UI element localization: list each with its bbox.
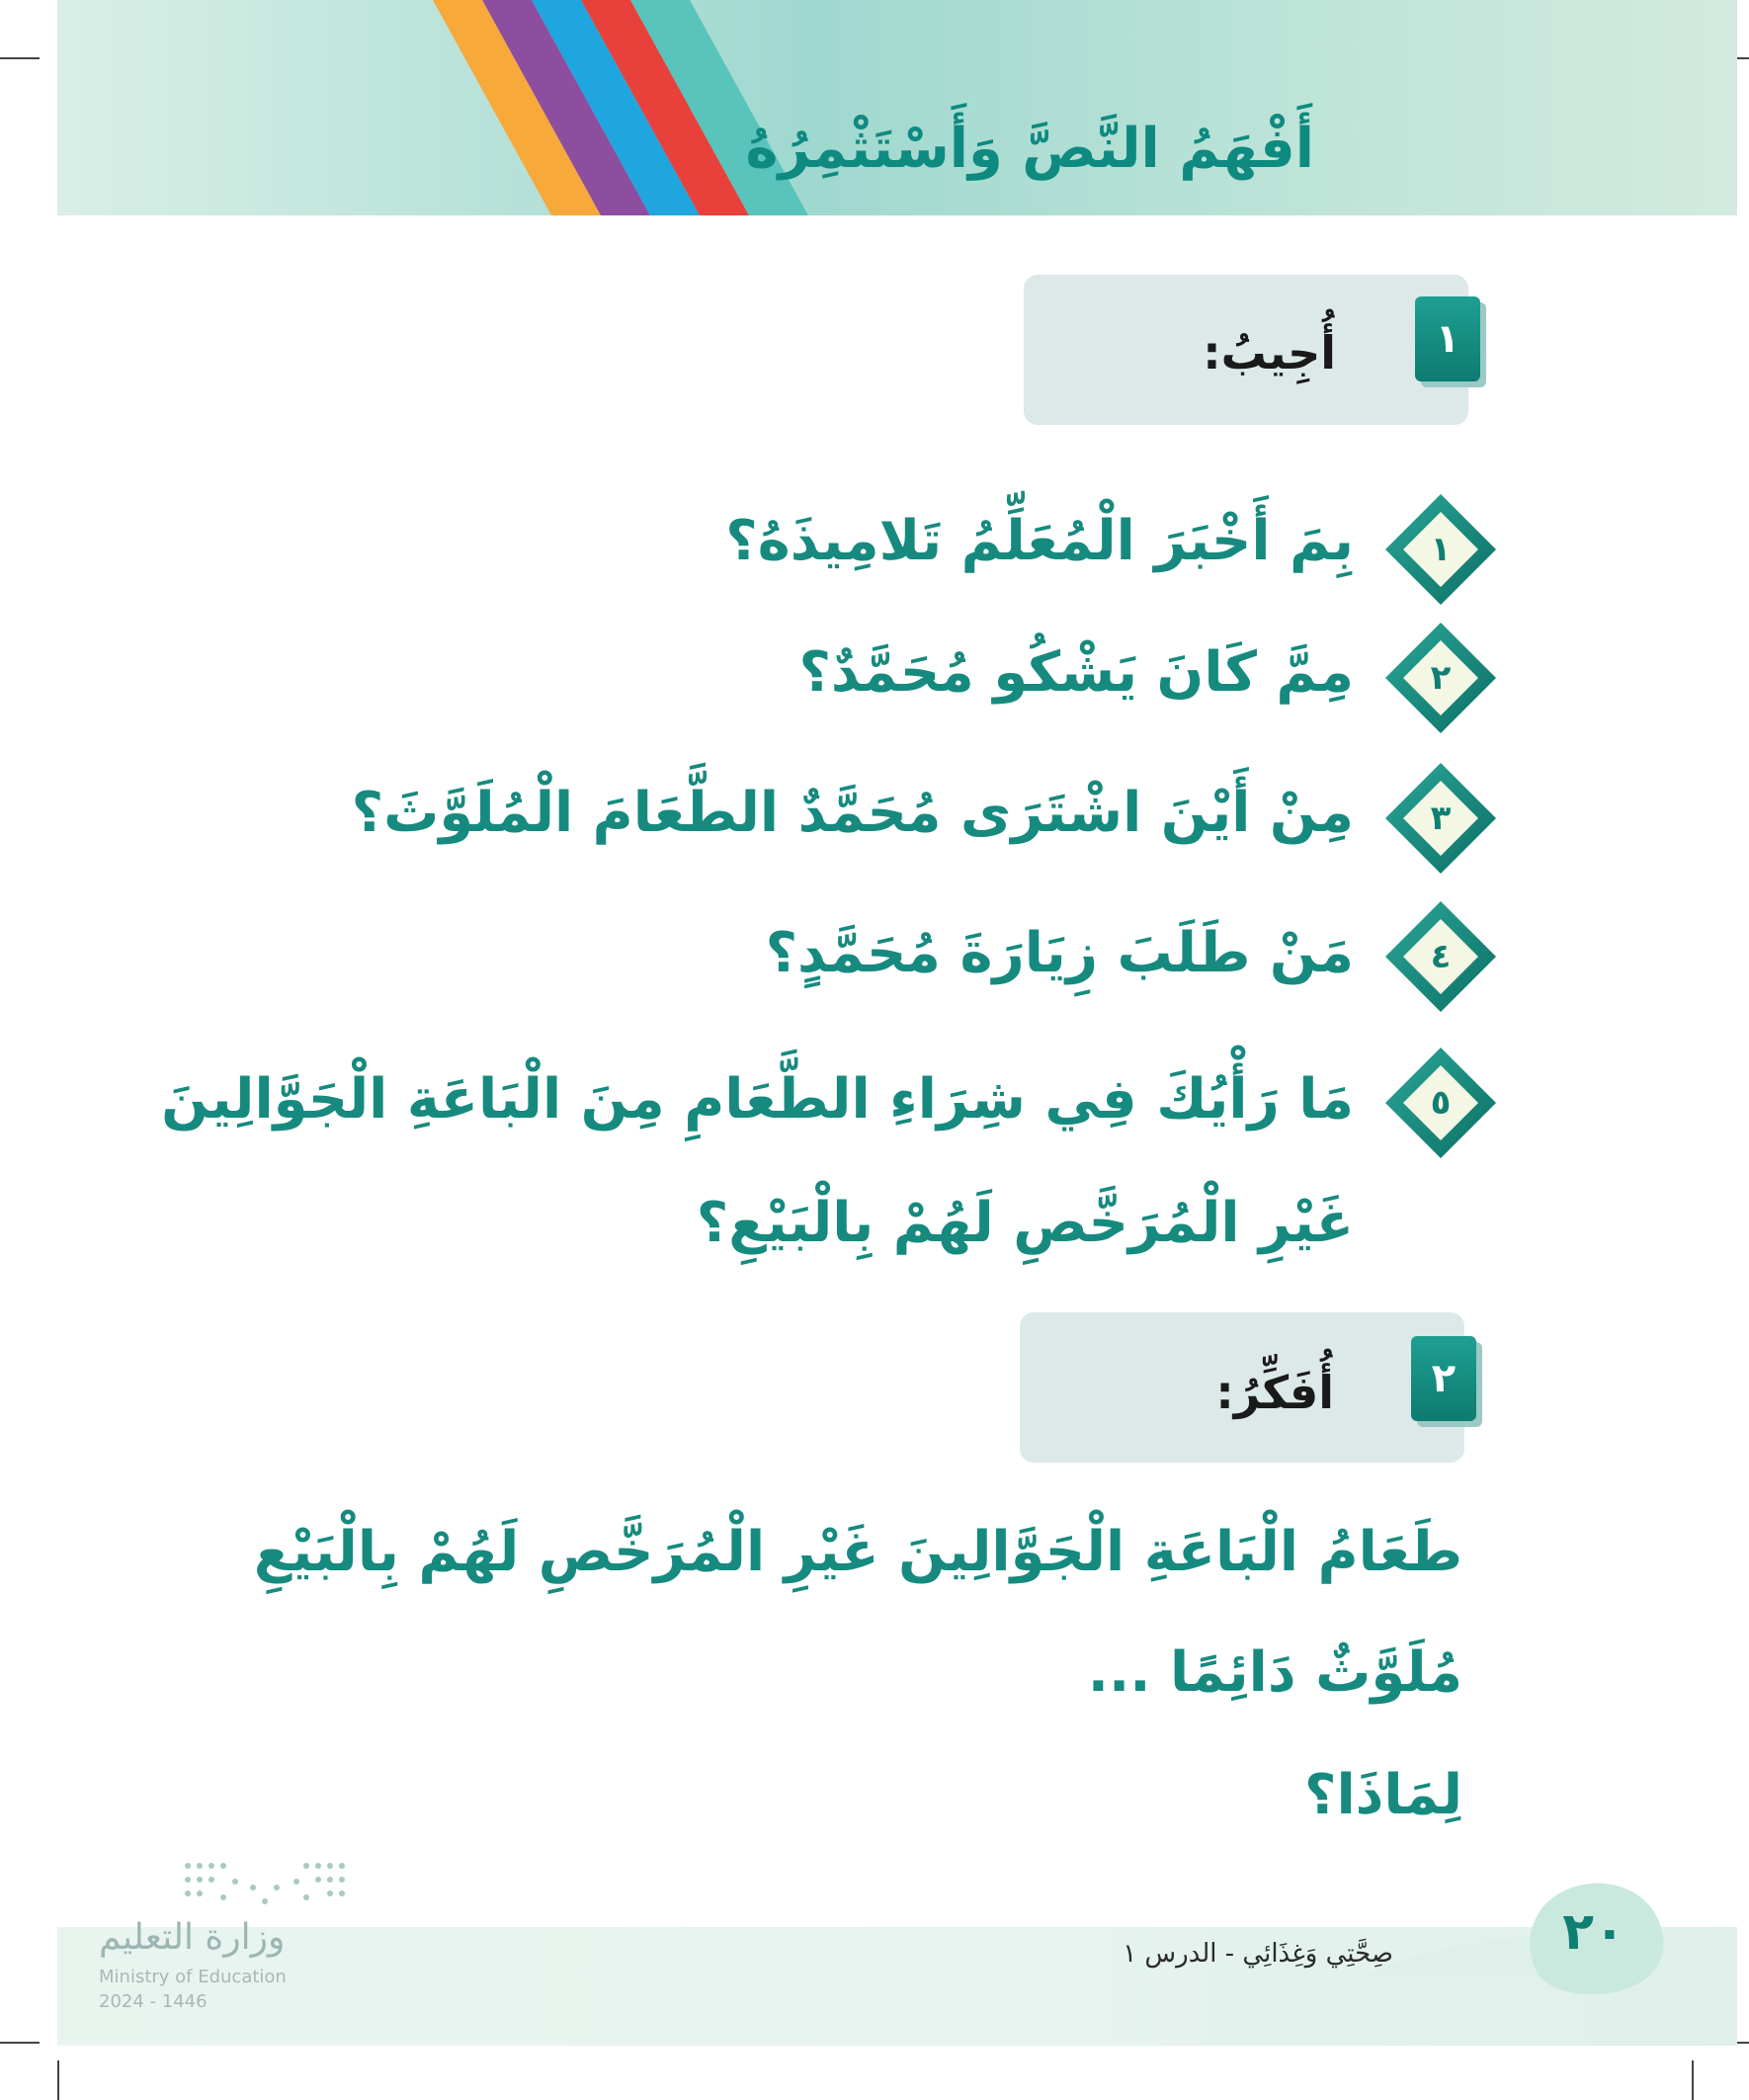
page-title: أَفْهَمُ النَّصَّ وَأَسْتَثْمِرُهُ xyxy=(745,117,1314,181)
section-label-answer: أُجِيبُ: xyxy=(1203,326,1336,379)
question-number: ٣ xyxy=(1430,798,1452,838)
page-number: ٢٠ xyxy=(1562,1902,1625,1962)
ministry-year: 2024 - 1446 xyxy=(99,1991,208,2012)
question-text: مَا رَأْيُكَ فِي شِرَاءِ الطَّعَامِ مِنَ الْبَاعَةِ الْجَوَّالِينَ xyxy=(161,1067,1354,1132)
question-number: ٤ xyxy=(1430,937,1452,976)
crop-mark xyxy=(0,2042,40,2044)
header-band xyxy=(57,0,1737,215)
question-text: مَنْ طَلَبَ زِيَارَةَ مُحَمَّدٍ؟ xyxy=(765,921,1354,985)
question-text: مِنْ أَيْنَ اشْتَرَى مُحَمَّدٌ الطَّعَامَ الْمُلَوَّثَ؟ xyxy=(351,781,1354,845)
crop-mark xyxy=(1692,2060,1694,2100)
section-label-think: أُفَكِّرُ: xyxy=(1215,1366,1334,1419)
section-number-tab: ١ xyxy=(1415,296,1480,381)
think-line-3: لِمَاذَا؟ xyxy=(1303,1763,1462,1827)
question-text: بِمَ أَخْبَرَ الْمُعَلِّمُ تَلامِيذَهُ؟ xyxy=(725,509,1354,573)
header-stripes xyxy=(433,0,848,215)
think-line-2: مُلَوَّثٌ دَائِمًا ... xyxy=(1087,1640,1462,1705)
question-number: ١ xyxy=(1430,530,1452,569)
question-text-continued: غَيْرِ الْمُرَخَّصِ لَهُمْ بِالْبَيْعِ؟ xyxy=(696,1191,1354,1255)
ministry-logo-icon xyxy=(178,1858,356,1913)
question-number: ٢ xyxy=(1430,658,1452,698)
section-number-tab: ٢ xyxy=(1411,1336,1476,1421)
crop-mark xyxy=(57,2060,59,2100)
think-line-1: طَعَامُ الْبَاعَةِ الْجَوَّالِينَ غَيْرِ الْمُرَخَّصِ لَهُمْ بِالْبَيْعِ xyxy=(253,1520,1462,1584)
question-number: ٥ xyxy=(1430,1083,1452,1123)
crop-mark xyxy=(0,57,40,59)
question-text: مِمَّ كَانَ يَشْكُو مُحَمَّدٌ؟ xyxy=(798,640,1354,705)
footer-lesson-title: صِحَّتِي وَغِذَائِي - الدرس ١ xyxy=(1123,1939,1393,1969)
ministry-name-english: Ministry of Education xyxy=(99,1967,287,1987)
ministry-name-arabic: وزارة التعليم xyxy=(99,1917,286,1958)
